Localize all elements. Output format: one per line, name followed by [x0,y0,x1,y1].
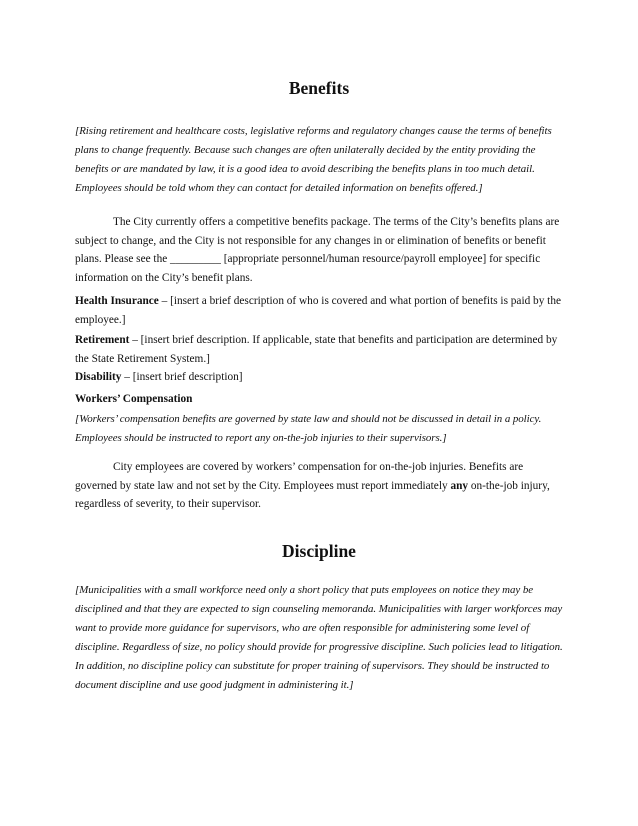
benefits-editor-note: [Rising retirement and healthcare costs, legislative reforms and regulatory changes cause the terms of benefits plans to change frequently. Because such changes are often unilaterally decided by the entity providing the benefits or are mandated by law, it is a good idea to avoid describing the benefits plans in too much detail. Employees should be told whom they can contact for detailed information on benefits offered.] [75,125,552,194]
discipline-title: Discipline [282,541,356,561]
discipline-editor-note: [Municipalities with a small workforce need only a short policy that puts employees on notice they may be disciplined and that they are expected to sign counseling memoranda. Municipalities with larger workforces may want to provide more guidance for supervisors, who are often responsible for administering some level of discipline. Regardless of size, no policy should provide for progressive discipline. Such policies lead to litigation. In addition, no discipline policy can substitute for proper training of supervisors. They should be instructed to document discipline and use good judgment in administering it.] [75,584,563,691]
workers-comp-text-2: on-the-job injury, regardless of severity, to their supervisor. [75,479,550,511]
workers-comp-heading: Workers’ Compensation [75,393,193,405]
disability-label: Disability [75,371,122,383]
benefits-title: Benefits [288,78,350,98]
retirement-item [75,331,565,368]
workers-comp-editor-note: [Workers’ compensation benefits are governed by state law and should not be discussed in detail in a policy. Employees should be instructed to report any on-the-job injuries to their supervisors.] [75,413,542,444]
health-insurance-item [75,292,565,329]
disability-item [75,368,565,387]
workers-comp-emphasis: any [450,479,469,492]
workers-comp-text-1: City employees are covered by workers’ compensation for on-the-job injuries. Benefits are governed by state law and not set by the City. Employees must report immediately [75,461,524,492]
health-insurance-label: Health Insurance [75,295,159,307]
retirement-label: Retirement [75,334,130,346]
health-insurance-text: – [insert a brief description of who is covered and what portion of benefits is paid by the employee.] [75,295,561,326]
retirement-text: – [insert brief description. If applicable, state that benefits and participation are determined by the State Retirement System.] [75,334,558,365]
benefits-intro-paragraph: The City currently offers a competitive benefits package. The terms of the City’s benefits plans are subject to change, and the City is not responsible for any changes in or elimination of benefits or benefit plans. Please see the _________ [appropriate personnel/human resource/payroll employee] for specific information on the City’s benefit plans. [75,216,560,284]
workers-comp-paragraph [75,458,565,514]
disability-text: – [insert brief description] [121,371,243,383]
